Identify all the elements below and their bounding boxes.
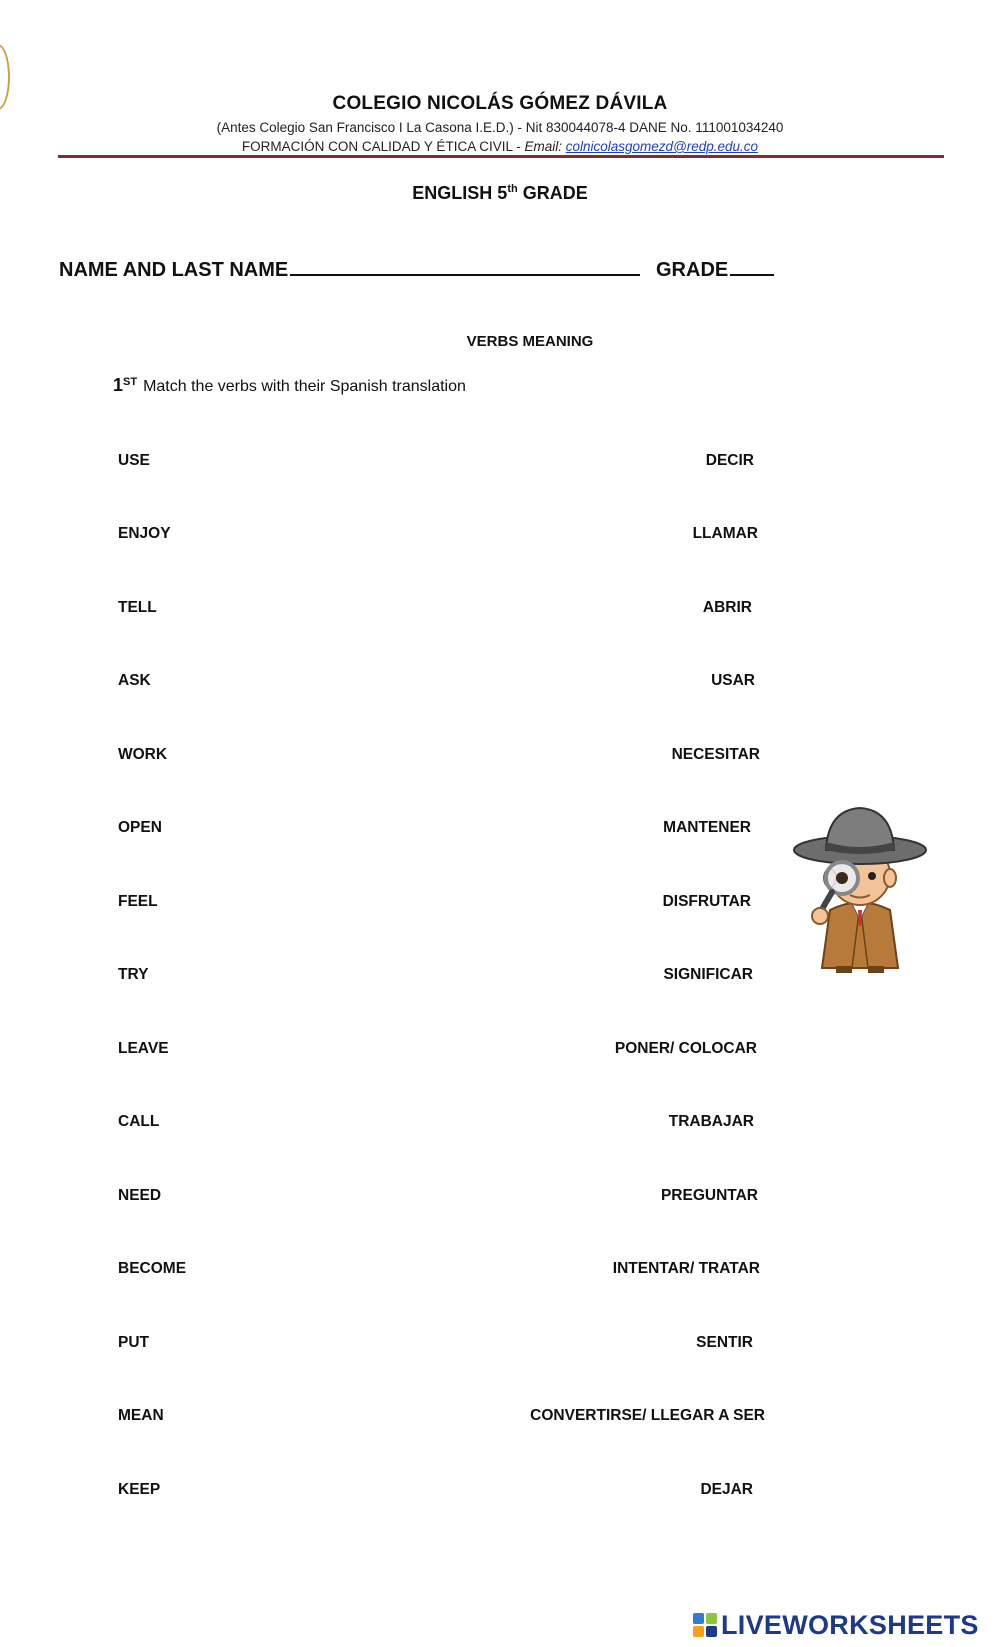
subject-suffix: GRADE [517,183,588,203]
grade-field [656,256,774,282]
english-verb[interactable]: ENJOY [118,525,171,542]
name-blank[interactable] [290,256,640,276]
spanish-verb[interactable]: DEJAR [700,1481,753,1498]
spanish-verb[interactable]: ABRIR [702,599,752,616]
spanish-verb[interactable]: USAR [711,672,755,689]
liveworksheets-logo[interactable] [692,1610,979,1640]
name-field [59,256,640,282]
verb-row [118,1113,754,1135]
instruction-number: 1 [113,375,124,395]
spanish-verb[interactable]: PONER/ COLOCAR [614,1040,757,1057]
verb-row [118,525,758,547]
email-label: Email: [524,139,562,154]
email-link[interactable]: colnicolasgomezd@redp.edu.co [565,139,759,154]
verb-row [118,819,751,841]
english-verb[interactable]: WORK [118,746,168,763]
verb-row [118,452,754,474]
verb-row [118,1334,753,1356]
instruction [113,375,466,396]
spanish-verb[interactable]: SIGNIFICAR [663,966,753,983]
english-verb[interactable]: FEEL [118,893,158,910]
instruction-sup: ST [123,375,138,388]
header-divider [58,155,944,158]
spanish-verb[interactable]: SENTIR [696,1334,753,1351]
spanish-verb[interactable]: TRABAJAR [668,1113,754,1130]
subject-sup: th [507,183,518,195]
spanish-verb[interactable]: CONVERTIRSE/ LLEGAR A SER [530,1407,765,1424]
spanish-verb[interactable]: DECIR [705,452,754,469]
verb-row [118,599,752,621]
brand-name: LIVEWORKSHEETS [721,1609,979,1640]
spanish-verb[interactable]: NECESITAR [671,746,760,763]
verb-row [118,1040,757,1062]
english-verb[interactable]: OPEN [118,819,162,836]
verb-row [118,1187,758,1209]
english-verb[interactable]: KEEP [118,1481,161,1498]
verb-row [118,893,751,915]
english-verb[interactable]: NEED [118,1187,162,1204]
verb-row [118,1260,760,1282]
verb-row [118,672,755,694]
spanish-verb[interactable]: PREGUNTAR [660,1187,758,1204]
english-verb[interactable]: LEAVE [118,1040,169,1057]
verb-row [118,1481,753,1503]
school-subtitle: (Antes Colegio San Francisco I La Casona I.E.D.) - Nit 830044078-4 DANE No. 111001034240 [216,120,784,135]
verb-row [118,746,760,768]
spanish-verb[interactable]: INTENTAR/ TRATAR [612,1260,760,1277]
spanish-verb[interactable]: MANTENER [663,819,751,836]
subject-prefix: ENGLISH 5 [412,183,508,203]
english-verb[interactable]: ASK [118,672,151,689]
school-motto [0,139,1000,154]
verb-row [118,1407,765,1429]
english-verb[interactable]: TELL [118,599,157,616]
english-verb[interactable]: MEAN [118,1407,164,1424]
grade-label: GRADE [656,259,729,281]
verb-row [118,966,753,988]
section-title: VERBS MEANING [466,333,594,350]
liveworksheets-logo-icon [692,1612,718,1638]
spanish-verb[interactable]: DISFRUTAR [662,893,751,910]
name-label: NAME AND LAST NAME [59,259,289,281]
motto-text: FORMACIÓN CON CALIDAD Y ÉTICA CIVIL - [241,139,525,154]
english-verb[interactable]: USE [118,452,150,469]
english-verb[interactable]: CALL [118,1113,160,1130]
grade-blank[interactable] [730,256,774,276]
spanish-verb[interactable]: LLAMAR [692,525,758,542]
instruction-text: Match the verbs with their Spanish translation [143,378,466,395]
subject-title [0,183,1000,204]
english-verb[interactable]: TRY [118,966,149,983]
detective-with-magnifier-icon [790,800,930,975]
school-name: COLEGIO NICOLÁS GÓMEZ DÁVILA [332,93,668,114]
english-verb[interactable]: BECOME [118,1260,187,1277]
english-verb[interactable]: PUT [118,1334,149,1351]
